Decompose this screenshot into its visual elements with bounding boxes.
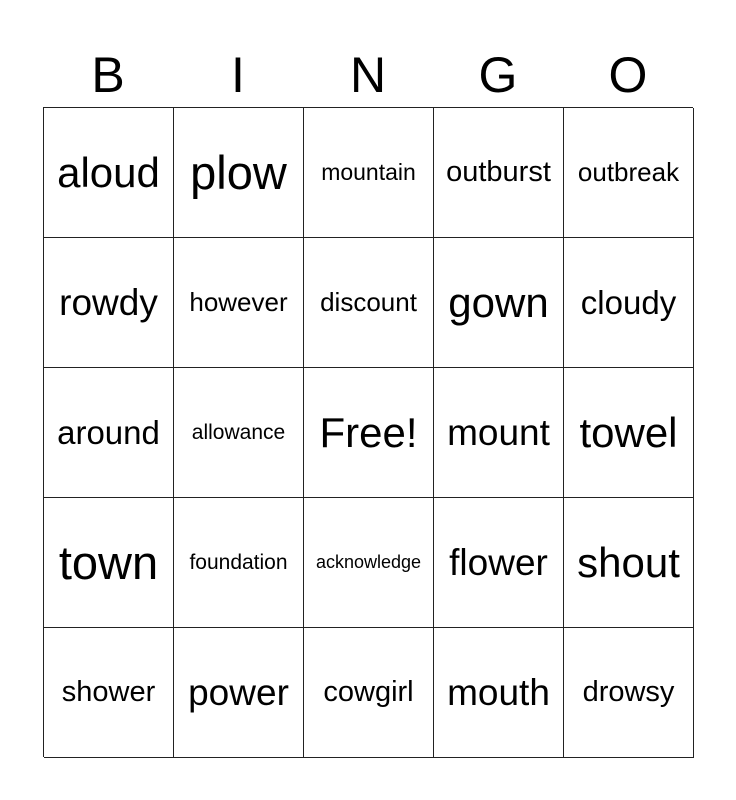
bingo-cell[interactable]: cowgirl [304,628,434,758]
bingo-cell[interactable]: acknowledge [304,498,434,628]
bingo-cell[interactable]: power [174,628,304,758]
bingo-board [43,107,693,757]
header-letter-i: I [231,47,245,103]
bingo-cell[interactable]: around [44,368,174,498]
bingo-cell[interactable]: drowsy [564,628,694,758]
header-letter-o: O [608,47,648,103]
bingo-cell[interactable]: flower [434,498,564,628]
bingo-cell[interactable]: rowdy [44,238,174,368]
bingo-cell[interactable]: foundation [174,498,304,628]
bingo-cell[interactable]: shout [564,498,694,628]
header-letter-g: G [478,47,518,103]
bingo-cell[interactable]: discount [304,238,434,368]
bingo-cell[interactable]: mount [434,368,564,498]
bingo-cell[interactable]: shower [44,628,174,758]
bingo-cell[interactable]: gown [434,238,564,368]
bingo-cell[interactable]: allowance [174,368,304,498]
bingo-cell[interactable]: outbreak [564,108,694,238]
header-letter-b: B [91,47,125,103]
bingo-cell[interactable]: aloud [44,108,174,238]
bingo-cell[interactable]: outburst [434,108,564,238]
bingo-cell[interactable]: however [174,238,304,368]
bingo-cell[interactable]: mountain [304,108,434,238]
bingo-cell[interactable]: plow [174,108,304,238]
bingo-cell[interactable]: towel [564,368,694,498]
free-space-cell[interactable]: Free! [304,368,434,498]
header-letter-n: N [349,47,387,103]
bingo-cell[interactable]: cloudy [564,238,694,368]
bingo-header [43,44,693,106]
bingo-cell[interactable]: mouth [434,628,564,758]
bingo-cell[interactable]: town [44,498,174,628]
